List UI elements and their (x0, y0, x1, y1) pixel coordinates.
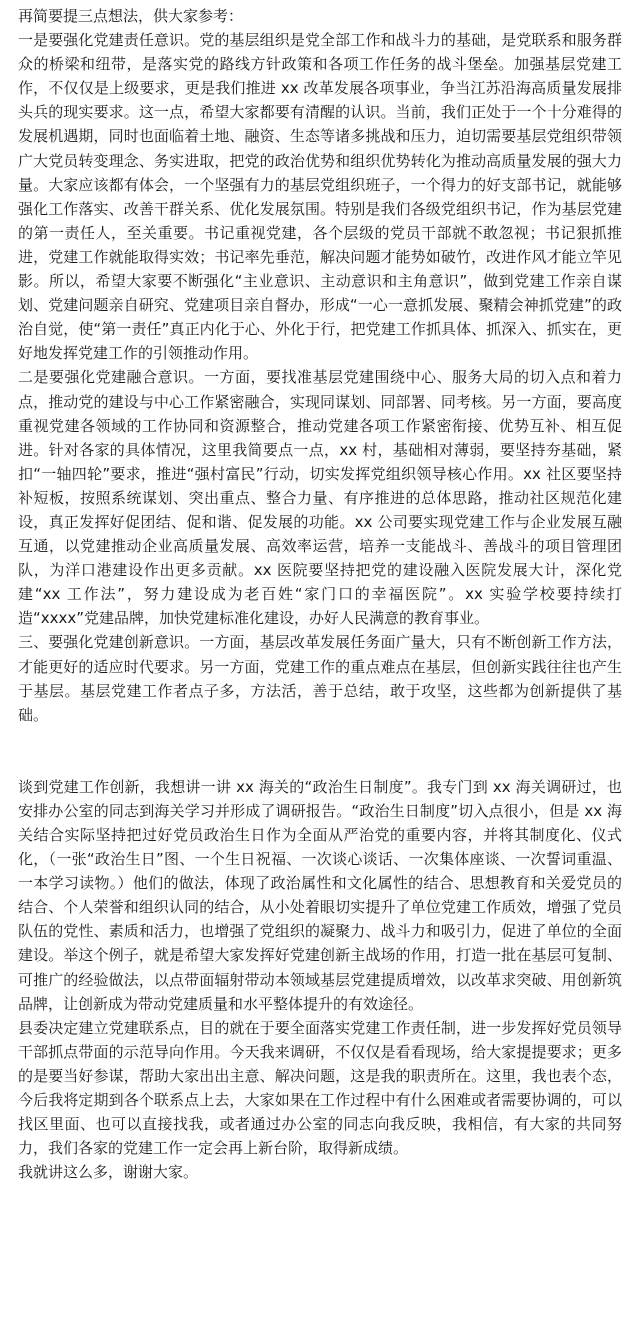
paragraph-integration-awareness: 二是要强化党建融合意识。一方面，要找准基层党建围绕中心、服务大局的切入点和着力点，推动党的建设与中心工作紧密融合，实现同谋划、同部署、同考核。另一方面，要高度重视党建各领域的工作协同和资源整合，推动党建各项工作紧密衔接、优势互补、相互促进。针对各家的具体情况，这里我简要点一点，xx 村，基础相对薄弱，要坚持夯基础，紧扣“一轴四轮”要求，推进“强村富民”行动，切实发挥党组织领导核心作用。xx 社区要坚持补短板，按照系统谋划、突出重点、整合力量、有序推进的总体思路，推动社区规范化建设，真正发挥好促团结、促和谐、促发展的功能。xx 公司要实现党建工作与企业发展互融互通，以党建推动企业高质量发展、高效率运营，培养一支能战斗、善战斗的项目管理团队，为洋口港建设作出更多贡献。xx 医院要坚持把党的建设融入医院发展大计，深化党建“xx 工作法”，努力建设成为老百姓“家门口的幸福医院”。xx 实验学校要持续打造“xxxx”党建品牌，加快党建标准化建设，办好人民满意的教育事业。 (18, 368, 622, 628)
intro-line: 再简要提三点想法，供大家参考： (18, 7, 244, 25)
section-spacer (18, 727, 622, 775)
paragraph-contact-points: 县委决定建立党建联系点，目的就在于要全面落实党建工作责任制，进一步发挥好党员领导干部抓点带面的示范导向作用。今天我来调研，不仅仅是看看现场，给大家提提要求；更多的是要当好参谋，帮助大家出出主意、解决问题，这是我的职责所在。这里，我也表个态，今后我将定期到各个联系点上去，大家如果在工作过程中有什么困难或者需要协调的，可以找区里面、也可以直接找我，或者通过办公室的同志向我反映，我相信，有大家的共同努力，我们各家的党建工作一定会再上新台阶，取得新成绩。 (18, 1018, 622, 1158)
paragraph-innovation-awareness: 三、要强化党建创新意识。一方面，基层改革发展任务面广量大，只有不断创新工作方法，才能更好的适应时代要求。另一方面，党建工作的重点难点在基层，但创新实践往往也产生于基层。基层党建工作者点子多，方法活，善于总结，敢于攻坚，这些都为创新提供了基础。 (18, 633, 622, 724)
trailing-blank-space (18, 1184, 622, 1334)
speech-document (18, 4, 622, 1334)
paragraph-customs-example: 谈到党建工作创新，我想讲一讲 xx 海关的“政治生日制度”。我专门到 xx 海关调研过，也安排办公室的同志到海关学习并形成了调研报告。“政治生日制度”切入点很小，但是 xx 海关结合实际坚持把过好党员政治生日作为全面从严治党的重要内容，并将其制度化、仪式化，（一张“政治生日”图、一个生日祝福、一次谈心谈话、一次集体座谈、一次誓词重温、一本学习读物。）他们的做法，体现了政治属性和文化属性的结合、思想教育和关爱党员的结合、个人荣誉和组织认同的结合，从小处着眼切实提升了单位党建工作质效，增强了党员队伍的党性、素质和活力，也增强了党组织的凝聚力、战斗力和吸引力，促进了单位的全面建设。举这个例子，就是希望大家发挥好党建创新主战场的作用，打造一批在基层可复制、可推广的经验做法，以点带面辐射带动本领域基层党建提质增效，以改革求突破、用创新筑品牌，让创新成为带动党建质量和水平整体提升的有效途径。 (18, 777, 622, 1013)
closing-line: 我就讲这么多，谢谢大家。 (18, 1163, 199, 1182)
paragraph-responsibility-awareness: 一是要强化党建责任意识。党的基层组织是党全部工作和战斗力的基础，是党联系和服务群众的桥梁和纽带，是落实党的路线方针政策和各项工作任务的战斗堡垒。加强基层党建工作，不仅仅是上级要求，更是我们推进 xx 改革发展各项事业，争当江苏沿海高质量发展排头兵的现实要求。这一点，希望大家都要有清醒的认识。当前，我们正处于一个十分难得的发展机遇期，同时也面临着土地、融资、生态等诸多挑战和压力，迫切需要基层党组织带领广大党员转变理念、务实进取，把党的政治优势和组织优势转化为推动高质量发展的强大力量。大家应该都有体会，一个坚强有力的基层党组织班子，一个得力的好支部书记，就能够强化工作落实、改善干群关系、优化发展氛围。特别是我们各级党组织书记，作为基层党建的第一责任人，至关重要。书记重视党建，各个层级的党员干部就不敢忽视；书记狠抓推进，党建工作就能取得实效；书记率先垂范，解决问题才能势如破竹，改进作风才能立竿见影。所以，希望大家要不断强化“主业意识、主动意识和主角意识”，做到党建工作亲自谋划、党建问题亲自研究、党建项目亲自督办，形成“一心一意抓发展、聚精会神抓党建”的政治自觉，使“第一责任”真正内化于心、外化于行，把党建工作抓具体、抓深入、抓实在，更好地发挥党建工作的引领推动作用。 (18, 31, 622, 363)
section-suggestions (18, 4, 622, 727)
section-example-and-closing (18, 775, 622, 1185)
